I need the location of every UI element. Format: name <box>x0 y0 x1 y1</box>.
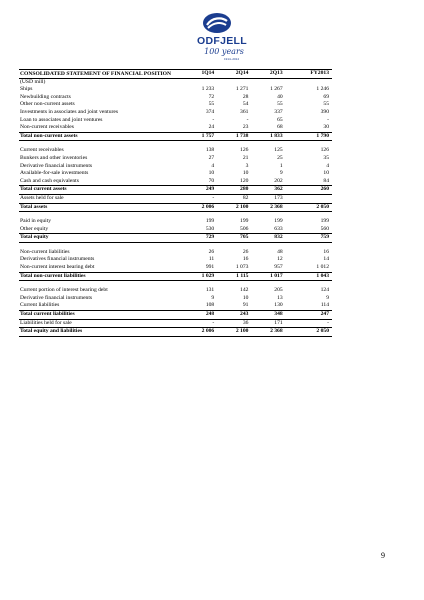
total-row <box>19 272 332 281</box>
row-value: 40 <box>277 93 283 100</box>
table-row <box>19 287 332 295</box>
table-row <box>19 147 332 155</box>
row-value: 390 <box>320 108 329 115</box>
row-value: 28 <box>242 93 249 100</box>
row-value: 55 <box>208 101 215 108</box>
row-value: 2 368 <box>251 328 285 337</box>
row-value: 2 050 <box>286 203 332 212</box>
row-value: 1 029 <box>183 272 217 281</box>
row-value: 130 <box>274 302 283 309</box>
row-value: 2 368 <box>251 203 285 212</box>
row-value: 205 <box>274 287 283 294</box>
row-value: 12 <box>277 256 283 263</box>
table-title: CONSOLIDATED STATEMENT OF FINANCIAL POSITION <box>19 70 183 79</box>
table-row <box>19 319 332 328</box>
row-label: Current portion of interest bearing debt <box>20 287 108 294</box>
row-value: 24 <box>208 124 215 131</box>
total-row <box>19 311 332 320</box>
row-value: 48 <box>277 248 283 255</box>
row-value: 348 <box>251 311 285 320</box>
row-value: 21 <box>242 154 249 161</box>
row-value: 1 233 <box>201 86 215 93</box>
row-value: 25 <box>277 154 283 161</box>
row-value: 68 <box>277 124 283 131</box>
row-value: 1 271 <box>235 86 249 93</box>
row-label: Derivative financial instruments <box>20 162 93 169</box>
row-value: 1 790 <box>286 132 332 141</box>
row-label: Paid in equity <box>20 218 52 225</box>
table-row <box>19 94 332 102</box>
row-label: Current receivables <box>20 147 64 154</box>
row-label: Derivative financial instruments <box>20 294 93 301</box>
table-row <box>19 295 332 303</box>
row-value: 120 <box>240 177 249 184</box>
row-label: Newbuilding contracts <box>20 93 71 100</box>
row-value: 199 <box>274 218 283 225</box>
row-value: 2 100 <box>217 328 251 337</box>
row-label: Available-for-sale investments <box>20 170 89 177</box>
logo-since: 1914–2014 <box>224 57 240 61</box>
row-value: 1 043 <box>286 272 332 281</box>
row-value: 142 <box>240 287 249 294</box>
row-value: 1 073 <box>235 264 249 271</box>
row-value: 65 <box>277 116 283 123</box>
row-label: Assets held for sale <box>20 194 64 201</box>
table-row <box>19 163 332 171</box>
row-label: Total equity <box>19 234 183 243</box>
row-label: Total equity and liabilities <box>19 328 183 337</box>
row-value: 70 <box>208 177 215 184</box>
row-value: 280 <box>217 186 251 195</box>
row-value: 243 <box>217 311 251 320</box>
page-number: 9 <box>381 551 385 560</box>
row-label: Other non-current assets <box>20 101 75 108</box>
row-value: 27 <box>208 154 215 161</box>
column-header-fy2013: FY2013 <box>286 70 332 79</box>
row-value: 35 <box>323 154 329 161</box>
row-value: 9 <box>279 170 283 177</box>
row-label: Total non-current assets <box>19 132 183 141</box>
grand-total-row <box>19 328 332 337</box>
row-value: 82 <box>242 194 249 201</box>
table-row <box>19 155 332 163</box>
row-value: 9 <box>326 294 329 301</box>
row-value: 4 <box>326 162 329 169</box>
grand-total-row <box>19 203 332 212</box>
financial-position-table <box>19 69 332 337</box>
row-value: 55 <box>323 101 329 108</box>
logo-brand-text: ODFJELL <box>197 35 247 47</box>
row-value: - <box>327 319 329 326</box>
row-value: - <box>212 116 215 123</box>
row-value: 126 <box>320 147 329 154</box>
row-value: 1 738 <box>217 132 251 141</box>
row-value: 1 017 <box>251 272 285 281</box>
row-value: 84 <box>323 177 329 184</box>
total-row <box>19 132 332 141</box>
row-value: 1 <box>279 162 283 169</box>
table-header-row <box>19 70 332 79</box>
row-value: 957 <box>274 264 283 271</box>
row-value: 337 <box>274 108 283 115</box>
odfjell-swirl-icon <box>202 12 232 34</box>
row-value: 202 <box>274 177 283 184</box>
row-value: 36 <box>242 319 249 326</box>
row-value: 2 006 <box>183 203 217 212</box>
row-value: 72 <box>208 93 215 100</box>
logo-tagline: 100 years <box>204 47 244 56</box>
row-label: Loan to associates and joint ventures <box>20 116 103 123</box>
row-value: 9 <box>211 294 215 301</box>
row-value: 991 <box>205 264 215 271</box>
row-value: 1 115 <box>217 272 251 281</box>
row-value: 2 006 <box>183 328 217 337</box>
row-label: Non-current liabilities <box>20 248 70 255</box>
row-label: Total assets <box>19 203 183 212</box>
company-logo <box>190 12 266 64</box>
row-value: 705 <box>217 234 251 243</box>
row-value: 10 <box>323 170 329 177</box>
row-value: 199 <box>320 218 329 225</box>
row-label: Total current liabilities <box>19 311 183 320</box>
row-value: 69 <box>323 93 329 100</box>
row-value: 2 100 <box>217 203 251 212</box>
row-value: 199 <box>205 218 215 225</box>
row-value: 2 050 <box>286 328 332 337</box>
row-value: 530 <box>205 225 215 232</box>
row-value: - <box>327 116 329 123</box>
row-value: 16 <box>323 248 329 255</box>
row-value: 91 <box>242 302 249 309</box>
row-value: 173 <box>274 194 283 201</box>
table-row <box>19 256 332 264</box>
table-row <box>19 124 332 132</box>
row-value: 1 267 <box>270 86 283 93</box>
row-value: 362 <box>251 186 285 195</box>
row-value: 26 <box>242 248 249 255</box>
row-value: 1 833 <box>251 132 285 141</box>
row-value: 30 <box>323 124 329 131</box>
row-label: Derivatives financial instruments <box>20 256 95 263</box>
row-value: 138 <box>205 147 215 154</box>
row-value: 633 <box>274 225 283 232</box>
row-value: 26 <box>208 248 215 255</box>
row-value: 171 <box>274 319 283 326</box>
row-value: 114 <box>320 302 329 309</box>
table-row <box>19 226 332 234</box>
table-row <box>19 170 332 178</box>
row-value: 14 <box>323 256 329 263</box>
row-value: 131 <box>205 287 215 294</box>
row-value <box>286 194 332 203</box>
row-label: Investments in associates and joint ventures <box>20 108 119 115</box>
row-label: Total current assets <box>19 186 183 195</box>
row-label: Cash and cash equivalents <box>20 177 79 184</box>
unit-row <box>19 78 332 86</box>
row-value: 11 <box>208 256 215 263</box>
row-value: 374 <box>205 108 215 115</box>
table-row <box>19 194 332 203</box>
row-value: 3 <box>245 162 249 169</box>
table-row <box>19 218 332 226</box>
row-value: 249 <box>183 186 217 195</box>
row-label: Current liabilities <box>20 302 60 309</box>
row-value: 729 <box>183 234 217 243</box>
table-row <box>19 101 332 109</box>
row-value: - <box>212 194 215 201</box>
row-value: - <box>246 116 249 123</box>
total-row <box>19 234 332 243</box>
unit-label: (USD mill) <box>20 78 46 85</box>
table-row <box>19 117 332 125</box>
row-label: Non-current receivables <box>20 124 74 131</box>
row-label: Total non-current liabilities <box>19 272 183 281</box>
row-value: 126 <box>240 147 249 154</box>
row-value: 199 <box>240 218 249 225</box>
row-label: Liabilities held for sale <box>20 319 72 326</box>
row-value: 260 <box>286 186 332 195</box>
row-value: 759 <box>286 234 332 243</box>
row-label: Other equity <box>20 225 49 232</box>
total-row <box>19 186 332 195</box>
row-value: 10 <box>242 170 249 177</box>
row-label: Bunkers and other inventories <box>20 154 88 161</box>
row-value: 16 <box>242 256 249 263</box>
row-value: 125 <box>274 147 283 154</box>
row-value: 1 757 <box>183 132 217 141</box>
row-value: 4 <box>211 162 215 169</box>
row-value: 10 <box>242 294 249 301</box>
row-value: 560 <box>320 225 329 232</box>
row-value: 13 <box>277 294 283 301</box>
row-label: Ships <box>20 86 33 93</box>
row-value: 124 <box>320 287 329 294</box>
table-row <box>19 264 332 272</box>
column-header-1q14: 1Q14 <box>183 70 217 79</box>
table-row <box>19 178 332 186</box>
row-value: - <box>212 319 215 326</box>
row-value: 108 <box>205 302 215 309</box>
row-value: 10 <box>208 170 215 177</box>
table-row <box>19 109 332 117</box>
table-row <box>19 302 332 310</box>
row-value: 361 <box>240 108 249 115</box>
row-value: 248 <box>183 311 217 320</box>
row-label: Non-current interest bearing debt <box>20 264 95 271</box>
row-value: 55 <box>277 101 283 108</box>
table-row <box>19 86 332 94</box>
row-value: 23 <box>242 124 249 131</box>
row-value: 247 <box>286 311 332 320</box>
column-header-2q13: 2Q13 <box>251 70 285 79</box>
row-value: 832 <box>251 234 285 243</box>
row-value: 54 <box>242 101 249 108</box>
column-header-2q14: 2Q14 <box>217 70 251 79</box>
row-value: 1 246 <box>316 86 329 93</box>
row-value: 1 012 <box>316 264 329 271</box>
row-value: 506 <box>240 225 249 232</box>
